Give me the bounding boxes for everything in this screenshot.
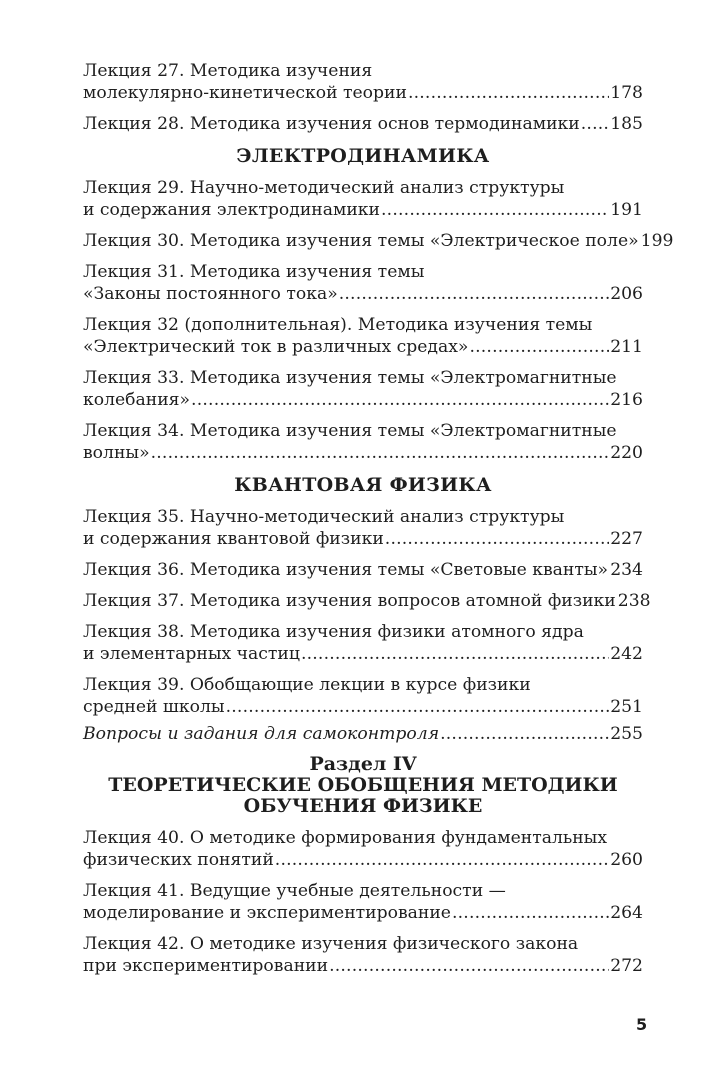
toc-entry-page: 264 — [610, 903, 643, 923]
toc-entry-page: 220 — [610, 443, 643, 463]
dot-leader — [151, 442, 610, 464]
toc-entry-line: Лекция 39. Обобщающие лекции в курсе физики — [83, 675, 531, 695]
toc-entry-page: 199 — [640, 231, 674, 251]
toc-entry-title: Лекция 36. Методика изучения темы «Световые кванты» — [83, 560, 609, 580]
toc-entry-title: «Законы постоянного тока» — [83, 284, 338, 304]
toc-entry[interactable] — [83, 880, 643, 924]
toc-block-d — [83, 827, 643, 977]
toc-entry-title: Лекция 28. Методика изучения основ термодинамики — [83, 114, 580, 134]
toc-entry-line: Лекция 42. О методике изучения физического закона — [83, 934, 579, 954]
toc-entry[interactable] — [83, 420, 643, 464]
toc-entry[interactable] — [83, 60, 643, 104]
toc-entry-page: 272 — [610, 956, 643, 976]
dot-leader — [226, 696, 610, 718]
part-heading — [83, 754, 643, 817]
toc-entry-last-line — [83, 113, 643, 135]
toc-entry-last-line — [83, 643, 643, 665]
toc-entry-page: 227 — [610, 529, 643, 549]
toc-entry-line: Лекция 34. Методика изучения темы «Электромагнитные — [83, 421, 617, 441]
toc-entry-title: моделирование и экспериментирование — [83, 903, 451, 923]
toc-entry-title: Лекция 37. Методика изучения вопросов атомной физики — [83, 591, 616, 611]
toc-entry-title: при экспериментировании — [83, 956, 329, 976]
toc-entry-page: 185 — [610, 114, 643, 134]
toc-entry-title: средней школы — [83, 697, 225, 717]
toc-entry-last-line — [83, 723, 643, 745]
toc-entry-last-line — [83, 849, 643, 871]
toc-entry-last-line — [83, 955, 643, 977]
dot-leader — [339, 283, 609, 305]
toc-entry-page: 251 — [610, 697, 643, 717]
table-of-contents — [83, 60, 674, 986]
toc-entry-page: 211 — [610, 337, 643, 357]
toc-entry[interactable] — [83, 933, 643, 977]
toc-block-b — [83, 177, 674, 464]
section-heading-electrodynamics: ЭЛЕКТРОДИНАМИКА — [236, 145, 490, 167]
dot-leader — [581, 113, 609, 135]
dot-leader — [440, 723, 609, 745]
toc-entry[interactable] — [83, 506, 643, 550]
toc-entry[interactable] — [83, 230, 674, 252]
page-number: 5 — [636, 1015, 648, 1034]
dot-leader — [408, 82, 609, 104]
dot-leader — [329, 955, 609, 977]
toc-entry[interactable] — [83, 590, 651, 612]
dot-leader — [191, 389, 609, 411]
toc-entry-page: 234 — [610, 560, 643, 580]
toc-entry-line: Лекция 38. Методика изучения физики атомного ядра — [83, 622, 584, 642]
part-title-line: ОБУЧЕНИЯ ФИЗИКЕ — [243, 795, 483, 817]
dot-leader — [469, 336, 609, 358]
toc-entry-last-line — [83, 442, 643, 464]
dot-leader — [452, 902, 609, 924]
toc-entry-title: и элементарных частиц — [83, 644, 300, 664]
toc-entry-page: 260 — [610, 850, 643, 870]
toc-entry-last-line — [83, 199, 643, 221]
toc-entry-title: молекулярно-кинетической теории — [83, 83, 407, 103]
section-heading-quantum: КВАНТОВАЯ ФИЗИКА — [234, 474, 492, 496]
part-number: Раздел IV — [309, 753, 417, 775]
toc-entry-line: Лекция 41. Ведущие учебные деятельности — — [83, 881, 506, 901]
toc-entry-title: физических понятий — [83, 850, 274, 870]
toc-entry-title: и содержания электродинамики — [83, 200, 381, 220]
part-title-line: ТЕОРЕТИЧЕСКИЕ ОБОБЩЕНИЯ МЕТОДИКИ — [108, 774, 618, 796]
toc-entry-page: 206 — [610, 284, 643, 304]
toc-entry[interactable] — [83, 621, 643, 665]
toc-entry-line: Лекция 33. Методика изучения темы «Электромагнитные — [83, 368, 617, 388]
toc-entry-line: Лекция 31. Методика изучения темы — [83, 262, 425, 282]
toc-entry[interactable] — [83, 674, 643, 718]
toc-entry-page: 216 — [610, 390, 643, 410]
toc-entry-page: 255 — [610, 724, 643, 744]
toc-entry[interactable] — [83, 113, 643, 135]
toc-entry-line: Лекция 40. О методике формирования фундаментальных — [83, 828, 608, 848]
toc-entry-last-line — [83, 559, 643, 581]
toc-entry-title: «Электрический ток в различных средах» — [83, 337, 469, 357]
toc-entry-title: и содержания квантовой физики — [83, 529, 384, 549]
toc-entry[interactable] — [83, 177, 643, 221]
toc-entry-title: волны» — [83, 443, 150, 463]
toc-entry-last-line — [83, 283, 643, 305]
toc-entry-title: колебания» — [83, 390, 191, 410]
toc-entry-self-control[interactable] — [83, 723, 643, 745]
toc-entry-last-line — [83, 230, 674, 252]
toc-entry-title: Вопросы и задания для самоконтроля — [83, 724, 440, 744]
toc-entry-line: Лекция 27. Методика изучения — [83, 61, 373, 81]
dot-leader — [301, 643, 609, 665]
toc-entry[interactable] — [83, 559, 643, 581]
toc-entry[interactable] — [83, 261, 643, 305]
toc-entry[interactable] — [83, 827, 643, 871]
toc-block-c — [83, 506, 651, 745]
toc-entry-last-line — [83, 82, 643, 104]
dot-leader — [275, 849, 609, 871]
toc-entry-page: 242 — [610, 644, 643, 664]
dot-leader — [381, 199, 609, 221]
toc-entry-page: 238 — [617, 591, 651, 611]
toc-entry-last-line — [83, 902, 643, 924]
dot-leader — [385, 528, 609, 550]
toc-entry-last-line — [83, 389, 643, 411]
toc-entry-last-line — [83, 336, 643, 358]
toc-entry-last-line — [83, 590, 651, 612]
toc-entry[interactable] — [83, 367, 643, 411]
toc-entry-line: Лекция 35. Научно-методический анализ структуры — [83, 507, 565, 527]
toc-entry-page: 178 — [610, 83, 643, 103]
toc-block-a — [83, 60, 643, 135]
toc-entry-title: Лекция 30. Методика изучения темы «Электрическое поле» — [83, 231, 639, 251]
toc-entry-line: Лекция 29. Научно-методический анализ структуры — [83, 178, 565, 198]
toc-entry[interactable] — [83, 314, 643, 358]
toc-entry-line: Лекция 32 (дополнительная). Методика изучения темы — [83, 315, 593, 335]
toc-entry-page: 191 — [610, 200, 643, 220]
toc-entry-last-line — [83, 528, 643, 550]
toc-entry-last-line — [83, 696, 643, 718]
